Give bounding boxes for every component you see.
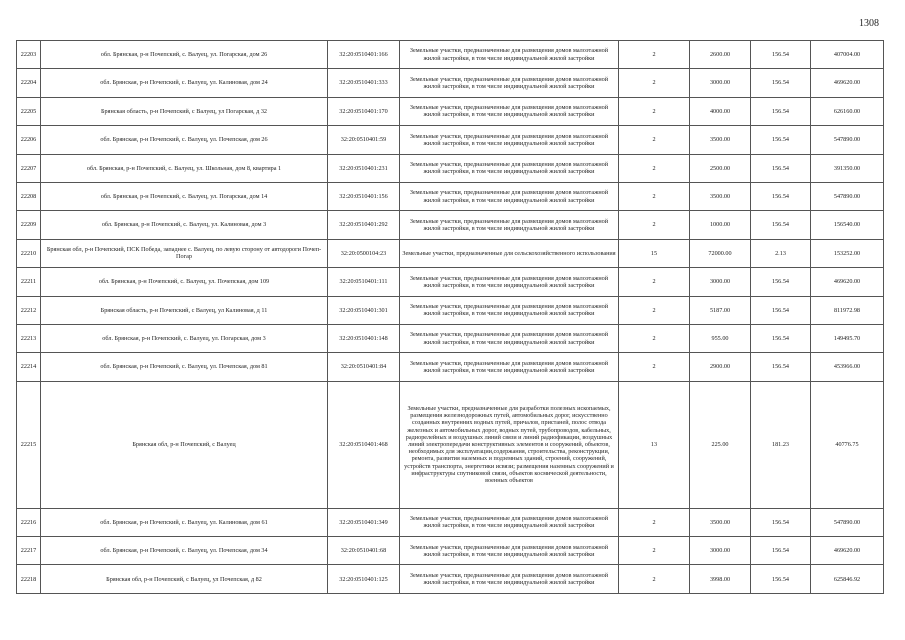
cadastral-value-cell: 469620.00	[811, 537, 884, 565]
group-cell: 2	[619, 182, 690, 210]
cadastral-number-cell: 32:20:0510401:301	[328, 296, 400, 324]
rate-cell: 156.54	[751, 69, 811, 97]
cadastral-number-cell: 32:20:0510401:170	[328, 97, 400, 125]
row-number-cell: 22217	[17, 537, 41, 565]
land-use-cell: Земельные участки, предназначенные для разработки полезных ископаемых, размещения железнодорожных путей, автомобильных дорог, искусственно созданных внутренних водных путей, причалов, пристаней, полос отвода железных и автомобильных дорог, водных путей, трубопроводов, кабельных, радиорелейных и воздушных линий связи и линий радиофикации, воздушных линий электропередачи конструктивных элементов и сооружений, объектов, необходимых для эксплуатации,содержания, строительства, реконструкции, ремонта, развития наземных и подземных зданий, строений, сооружений, устройств транспорта, энергетики исвязи; размещения наземных сооружений и инфраструктуры спутниковой связи, объектов космической деятельности, военных объектов	[400, 381, 619, 508]
area-cell: 72000.00	[690, 239, 751, 267]
address-cell: обл. Брянская, р-н Почепский, с. Валуец, ул. Погарская, дом 3	[41, 324, 328, 352]
rate-cell: 156.54	[751, 41, 811, 69]
address-cell: Брянская область, р-н Почепский, с Валуец, ул Калиновая, д 11	[41, 296, 328, 324]
table-row	[17, 154, 884, 182]
address-cell: Брянская обл, р-н Почепский, с Валуец, ул Почепская, д 82	[41, 565, 328, 593]
land-use-cell: Земельные участки, предназначенные для размещения домов малоэтажной жилой застройки, в том числе индивидуальной жилой застройки	[400, 537, 619, 565]
area-cell: 3500.00	[690, 182, 751, 210]
row-number-cell: 22205	[17, 97, 41, 125]
area-cell: 3500.00	[690, 126, 751, 154]
address-cell: обл. Брянская, р-н Почепский, с. Валуец, ул. Школьная, дом 8, квартира 1	[41, 154, 328, 182]
group-cell: 13	[619, 381, 690, 508]
cadastral-number-cell: 32:20:0500104:23	[328, 239, 400, 267]
cadastral-value-cell: 453966.00	[811, 353, 884, 381]
cadastral-number-cell: 32:20:0510401:349	[328, 508, 400, 536]
table-row	[17, 41, 884, 69]
row-number-cell: 22216	[17, 508, 41, 536]
cadastral-value-cell: 547890.00	[811, 126, 884, 154]
address-cell: обл. Брянская, р-н Почепский, с. Валуец, ул. Почепская, дом 26	[41, 126, 328, 154]
group-cell: 2	[619, 126, 690, 154]
address-cell: обл. Брянская, р-н Почепский, с. Валуец, ул. Калиновая, дом 61	[41, 508, 328, 536]
row-number-cell: 22218	[17, 565, 41, 593]
land-registry-table	[16, 40, 884, 594]
area-cell: 1000.00	[690, 211, 751, 239]
cadastral-number-cell: 32:20:0510401:468	[328, 381, 400, 508]
land-use-cell: Земельные участки, предназначенные для размещения домов малоэтажной жилой застройки, в том числе индивидуальной жилой застройки	[400, 182, 619, 210]
row-number-cell: 22212	[17, 296, 41, 324]
group-cell: 2	[619, 154, 690, 182]
area-cell: 225.00	[690, 381, 751, 508]
row-number-cell: 22213	[17, 324, 41, 352]
row-number-cell: 22215	[17, 381, 41, 508]
table-row	[17, 211, 884, 239]
row-number-cell: 22208	[17, 182, 41, 210]
land-use-cell: Земельные участки, предназначенные для размещения домов малоэтажной жилой застройки, в том числе индивидуальной жилой застройки	[400, 211, 619, 239]
area-cell: 3500.00	[690, 508, 751, 536]
area-cell: 4000.00	[690, 97, 751, 125]
rate-cell: 156.54	[751, 182, 811, 210]
cadastral-number-cell: 32:20:0510401:111	[328, 268, 400, 296]
address-cell: обл. Брянская, р-н Почепский, с. Валуец, ул. Погарская, дом 26	[41, 41, 328, 69]
cadastral-value-cell: 626160.00	[811, 97, 884, 125]
table-row	[17, 324, 884, 352]
table-body	[17, 41, 884, 594]
table-row	[17, 268, 884, 296]
cadastral-value-cell: 469620.00	[811, 268, 884, 296]
land-use-cell: Земельные участки, предназначенные для размещения домов малоэтажной жилой застройки, в том числе индивидуальной жилой застройки	[400, 324, 619, 352]
group-cell: 2	[619, 324, 690, 352]
land-use-cell: Земельные участки, предназначенные для размещения домов малоэтажной жилой застройки, в том числе индивидуальной жилой застройки	[400, 508, 619, 536]
address-cell: обл. Брянская, р-н Почепский, с. Валуец, ул. Калиновая, дом 24	[41, 69, 328, 97]
address-cell: обл. Брянская, р-н Почепский, с. Валуец, ул. Почепская, дом 81	[41, 353, 328, 381]
rate-cell: 156.54	[751, 537, 811, 565]
area-cell: 2900.00	[690, 353, 751, 381]
table-row	[17, 97, 884, 125]
area-cell: 3000.00	[690, 69, 751, 97]
area-cell: 2500.00	[690, 154, 751, 182]
table-row	[17, 537, 884, 565]
rate-cell: 156.54	[751, 126, 811, 154]
land-use-cell: Земельные участки, предназначенные для размещения домов малоэтажной жилой застройки, в том числе индивидуальной жилой застройки	[400, 97, 619, 125]
group-cell: 2	[619, 268, 690, 296]
land-use-cell: Земельные участки, предназначенные для сельскохозяйственного использования	[400, 239, 619, 267]
table-row	[17, 508, 884, 536]
row-number-cell: 22210	[17, 239, 41, 267]
row-number-cell: 22207	[17, 154, 41, 182]
table-row	[17, 69, 884, 97]
land-use-cell: Земельные участки, предназначенные для размещения домов малоэтажной жилой застройки, в том числе индивидуальной жилой застройки	[400, 69, 619, 97]
rate-cell: 156.54	[751, 353, 811, 381]
cadastral-value-cell: 40776.75	[811, 381, 884, 508]
cadastral-number-cell: 32:20:0510401:68	[328, 537, 400, 565]
address-cell: обл. Брянская, р-н Почепский, с. Валуец, ул. Почепская, дом 109	[41, 268, 328, 296]
area-cell: 3998.00	[690, 565, 751, 593]
area-cell: 2600.00	[690, 41, 751, 69]
group-cell: 2	[619, 69, 690, 97]
cadastral-number-cell: 32:20:0510401:166	[328, 41, 400, 69]
rate-cell: 156.54	[751, 97, 811, 125]
cadastral-value-cell: 153252.00	[811, 239, 884, 267]
cadastral-number-cell: 32:20:0510401:125	[328, 565, 400, 593]
address-cell: обл. Брянская, р-н Почепский, с. Валуец, ул. Погарская, дом 14	[41, 182, 328, 210]
row-number-cell: 22209	[17, 211, 41, 239]
group-cell: 2	[619, 508, 690, 536]
address-cell: обл. Брянская, р-н Почепский, с. Валуец, ул. Калиновая, дом 3	[41, 211, 328, 239]
group-cell: 2	[619, 565, 690, 593]
group-cell: 2	[619, 97, 690, 125]
land-use-cell: Земельные участки, предназначенные для размещения домов малоэтажной жилой застройки, в том числе индивидуальной жилой застройки	[400, 268, 619, 296]
row-number-cell: 22204	[17, 69, 41, 97]
group-cell: 2	[619, 296, 690, 324]
rate-cell: 156.54	[751, 154, 811, 182]
table-row	[17, 182, 884, 210]
cadastral-number-cell: 32:20:0510401:84	[328, 353, 400, 381]
rate-cell: 156.54	[751, 268, 811, 296]
rate-cell: 156.54	[751, 211, 811, 239]
address-cell: обл. Брянская, р-н Почепский, с. Валуец, ул. Почепская, дом 34	[41, 537, 328, 565]
land-use-cell: Земельные участки, предназначенные для размещения домов малоэтажной жилой застройки, в том числе индивидуальной жилой застройки	[400, 154, 619, 182]
cadastral-value-cell: 625846.92	[811, 565, 884, 593]
group-cell: 2	[619, 353, 690, 381]
row-number-cell: 22214	[17, 353, 41, 381]
cadastral-number-cell: 32:20:0510401:292	[328, 211, 400, 239]
rate-cell: 156.54	[751, 324, 811, 352]
table-row	[17, 126, 884, 154]
cadastral-value-cell: 547890.00	[811, 508, 884, 536]
cadastral-number-cell: 32:20:0510401:59	[328, 126, 400, 154]
land-use-cell: Земельные участки, предназначенные для размещения домов малоэтажной жилой застройки, в том числе индивидуальной жилой застройки	[400, 565, 619, 593]
cadastral-value-cell: 156540.00	[811, 211, 884, 239]
cadastral-number-cell: 32:20:0510401:148	[328, 324, 400, 352]
address-cell: Брянская обл, р-н Почепский, с Валуец	[41, 381, 328, 508]
table-row	[17, 239, 884, 267]
row-number-cell: 22203	[17, 41, 41, 69]
cadastral-number-cell: 32:20:0510401:333	[328, 69, 400, 97]
rate-cell: 181.23	[751, 381, 811, 508]
row-number-cell: 22211	[17, 268, 41, 296]
cadastral-value-cell: 469620.00	[811, 69, 884, 97]
cadastral-value-cell: 407004.00	[811, 41, 884, 69]
land-use-cell: Земельные участки, предназначенные для размещения домов малоэтажной жилой застройки, в том числе индивидуальной жилой застройки	[400, 41, 619, 69]
cadastral-value-cell: 547890.00	[811, 182, 884, 210]
address-cell: Брянская обл, р-н Почепский, ПСК Победа, западнее с. Валуец, по левую сторону от автодороги Почеп-Погар	[41, 239, 328, 267]
group-cell: 2	[619, 211, 690, 239]
cadastral-value-cell: 811972.98	[811, 296, 884, 324]
cadastral-value-cell: 391350.00	[811, 154, 884, 182]
row-number-cell: 22206	[17, 126, 41, 154]
land-use-cell: Земельные участки, предназначенные для размещения домов малоэтажной жилой застройки, в том числе индивидуальной жилой застройки	[400, 296, 619, 324]
cadastral-number-cell: 32:20:0510401:231	[328, 154, 400, 182]
rate-cell: 2.13	[751, 239, 811, 267]
area-cell: 955.00	[690, 324, 751, 352]
table-row	[17, 296, 884, 324]
page-number: 1308	[859, 18, 879, 29]
land-use-cell: Земельные участки, предназначенные для размещения домов малоэтажной жилой застройки, в том числе индивидуальной жилой застройки	[400, 353, 619, 381]
group-cell: 2	[619, 537, 690, 565]
table-row	[17, 381, 884, 508]
land-use-cell: Земельные участки, предназначенные для размещения домов малоэтажной жилой застройки, в том числе индивидуальной жилой застройки	[400, 126, 619, 154]
table-row	[17, 353, 884, 381]
rate-cell: 156.54	[751, 565, 811, 593]
group-cell: 2	[619, 41, 690, 69]
area-cell: 3000.00	[690, 268, 751, 296]
rate-cell: 156.54	[751, 296, 811, 324]
cadastral-number-cell: 32:20:0510401:156	[328, 182, 400, 210]
address-cell: Брянская область, р-н Почепский, с Валуец, ул Погарская, д 32	[41, 97, 328, 125]
area-cell: 5187.00	[690, 296, 751, 324]
rate-cell: 156.54	[751, 508, 811, 536]
table-row	[17, 565, 884, 593]
cadastral-value-cell: 149495.70	[811, 324, 884, 352]
area-cell: 3000.00	[690, 537, 751, 565]
group-cell: 15	[619, 239, 690, 267]
